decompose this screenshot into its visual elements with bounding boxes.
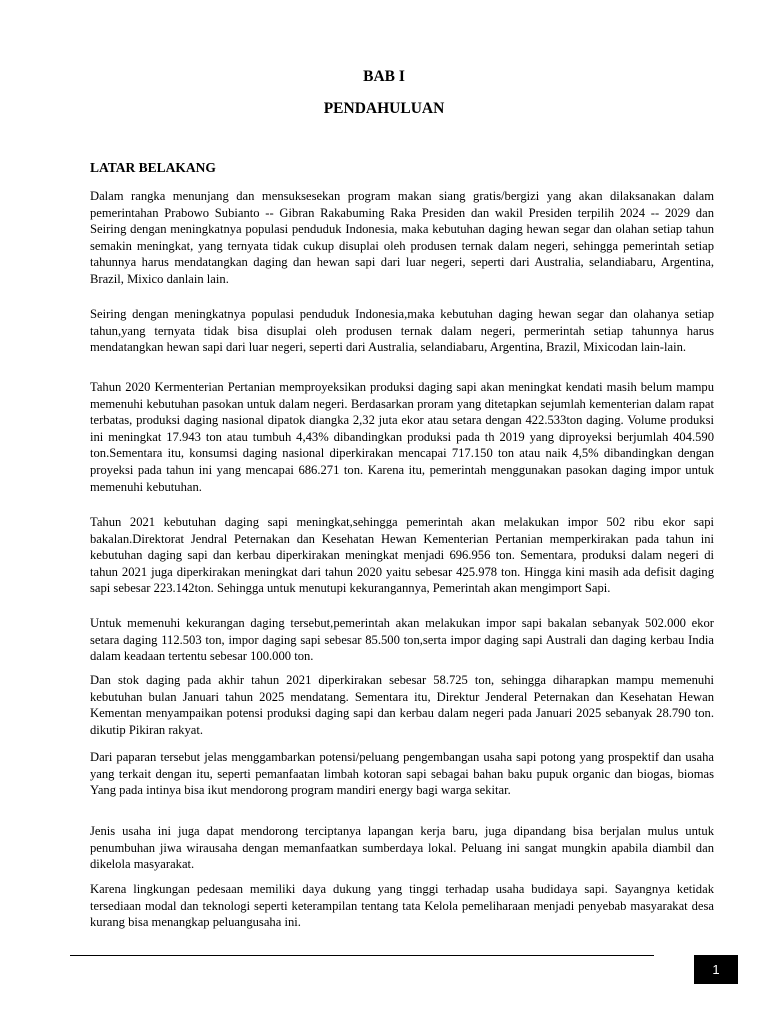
paragraph-2: Seiring dengan meningkatnya populasi penduduk Indonesia,maka kebutuhan daging hewan segar dan olahanya setiap tahun,yang ternyata tidak bisa disuplai oleh produsen ternak dalam negeri, permerintah setiap tahunnya harus mendatangkan hewan sapi dari luar negeri, seperti dari Australia, selandiabaru, Argentina, Brazil, Mixicodan lain-lain. — [90, 307, 714, 355]
paragraph-3: Tahun 2020 Kermenterian Pertanian memproyeksikan produksi daging sapi akan meningkat kendati masih belum mampu memenuhi kebutuhan pasokan untuk dalam negeri. Berdasarkan proram yang ditetapkan sejumlah kementerian dalam rapat terbatas, produksi daging nasional dipatok diangka 2,32 juta ekor atau setara dengan 422.533ton daging. Volume produksi ini meningkat 17.943 ton atau tumbuh 4,43% dibandingkan produksi pada th 2019 yang diproyeksi berjumlah 404.590 ton.Sementara itu, konsumsi daging nasional diperkirakan mencapai 717.150 ton atau naik 4,5% dibandingkan dengan proyeksi pada tahun ini yang mencapai 686.271 ton. Karena itu, pemerintah menggunakan pasokan daging impor untuk memenuhi kebutuhan. — [90, 380, 714, 494]
paragraph-5: Untuk memenuhi kekurangan daging tersebut,pemerintah akan melakukan impor sapi bakalan sebanyak 502.000 ekor setara daging 112.503 ton, impor daging sapi sebesar 85.500 ton,serta impor daging sapi Australi dan daging kerbau India dalam keadaan tertentu sebesar 100.000 ton. — [90, 616, 714, 664]
paragraph-4: Tahun 2021 kebutuhan daging sapi meningkat,sehingga pemerintah akan melakukan impor 502 ribu ekor sapi bakalan.Direktorat Jendral Peternakan dan Kesehatan Hewan Kementerian Pertanian memperkirakan pada tahun ini kebutuhan daging sapi dan kerbau diperkirakan meningkat menjadi 696.956 ton. Sementara, produksi dalam negeri di tahun 2021 juga diperkirakan meningkat dari tahun 2020 yaitu sebesar 425.978 ton. Hingga kini masih ada defisit daging sapi sebesar 223.142ton. Sehingga untuk menutupi kekurangannya, Pemerintah akan mengimport Sapi. — [90, 515, 714, 596]
page-number-badge: 1 — [694, 955, 738, 984]
chapter-number: BAB I — [363, 68, 405, 85]
section-heading: LATAR BELAKANG — [90, 160, 216, 175]
chapter-title: PENDAHULUAN — [323, 100, 445, 117]
paragraph-9: Karena lingkungan pedesaan memiliki daya dukung yang tinggi terhadap usaha budidaya sapi. Sayangnya ketidak tersediaan modal dan teknologi seperti keterampilan tentang tata Kelola pemeliharaan menjadi penyebab masyarakat desa kurang bisa menangkap peluangusaha ini. — [90, 882, 714, 930]
paragraph-1: Dalam rangka menunjang dan mensuksesekan program makan siang gratis/bergizi yang akan dilaksanakan dalam pemerintahan Prabowo Subianto -- Gibran Rakabuming Raka Presiden dan wakil Presiden terpilih 2024 -- 2029 dan Seiring dengan meningkatnya populasi penduduk Indonesia, maka kebutuhan daging hewan segar dan olahan setiap tahun semakin meningkat, yang ternyata tidak cukup disuplai oleh produsen ternak dalam negeri, sehingga pemerintah setiap tahunnya harus mendatangkan daging dan hewan sapi dari luar negeri, seperti dari Australia, selandiabaru, Argentina, Brazil, Mixico danlain lain. — [90, 189, 714, 286]
paragraph-7: Dari paparan tersebut jelas menggambarkan potensi/peluang pengembangan usaha sapi potong yang prospektif dan usaha yang terkait dengan itu, seperti pemanfaatan limbah kotoran sapi sebagai bahan baku pupuk organic dan biogas, biomas Yang pada intinya bisa ikut mendorong program mandiri energy bagi warga sekitar. — [90, 750, 714, 798]
paragraph-6: Dan stok daging pada akhir tahun 2021 diperkirakan sebesar 58.725 ton, sehingga diharapkan mampu memenuhi kebutuhan bulan Januari tahun 2025 mendatang. Sementara itu, Direktur Jenderal Peternakan dan Kesehatan Hewan Kementan menyampaikan potensi produksi daging sapi dan kerbau dalam negeri pada Januari 2025 sebanyak 28.790 ton. dikutip Pikiran rakyat. — [90, 673, 714, 737]
footer-divider — [70, 955, 654, 956]
paragraph-8: Jenis usaha ini juga dapat mendorong terciptanya lapangan kerja baru, juga dipandang bisa berjalan mulus untuk penumbuhan jiwa wirausaha dengan memanfaatkan sumberdaya lokal. Peluang ini sangat mungkin apabila diambil dan dikelola masyarakat. — [90, 824, 714, 872]
